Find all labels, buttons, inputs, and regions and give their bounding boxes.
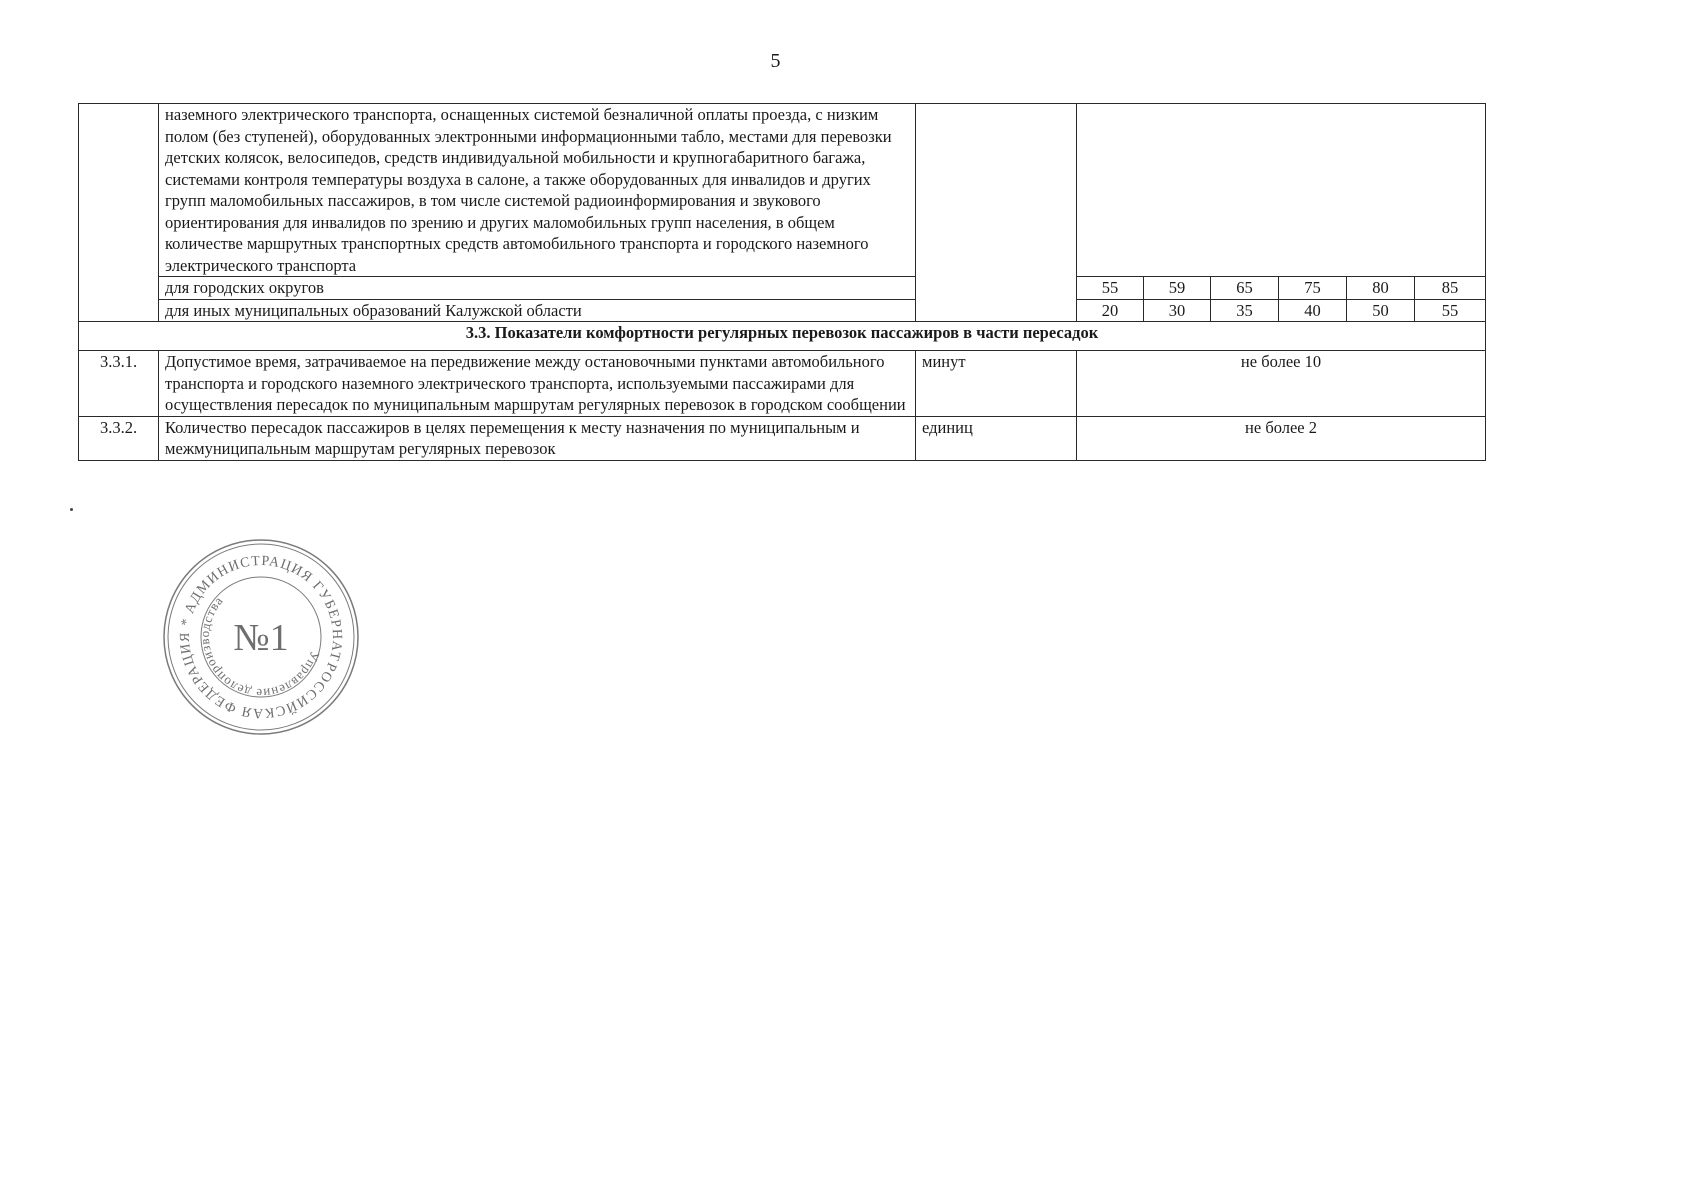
row-description: Количество пересадок пассажиров в целях перемещения к месту назначения по муниципальным и межмуниципальным маршрутам регулярных перевозок bbox=[159, 416, 916, 460]
row-number: 3.3.1. bbox=[79, 351, 159, 417]
indicators-table bbox=[78, 103, 1486, 461]
value-cell: 75 bbox=[1279, 277, 1347, 300]
value-cell: 35 bbox=[1211, 299, 1279, 322]
unit-cell bbox=[916, 104, 1077, 322]
value-cell bbox=[1077, 104, 1486, 277]
table-row bbox=[79, 351, 1486, 417]
stamp-number: №1 bbox=[233, 617, 289, 659]
scan-speck bbox=[70, 508, 73, 511]
value-cell: 40 bbox=[1279, 299, 1347, 322]
continuation-description: наземного электрического транспорта, оснащенных системой безналичной оплаты проезда, с низким полом (без ступеней), оборудованных электронными информационными табло, местами для перевозки детских колясок, велосипедов, средств индивидуальной мобильности и крупногабаритного багажа, системами контроля температуры воздуха в салоне, а также оборудованных для инвалидов и других групп маломобильных пассажиров, в том числе системой радиоинформирования и звукового ориентирования для инвалидов по зрению и других маломобильных групп населения, в общем количестве маршрутных транспортных средств автомобильного транспорта и городского наземного электрического транспорта bbox=[159, 104, 916, 277]
table-row bbox=[79, 104, 1486, 277]
table-row bbox=[79, 299, 1486, 322]
section-title: 3.3. Показатели комфортности регулярных перевозок пассажиров в части пересадок bbox=[79, 322, 1486, 351]
value-cell: 85 bbox=[1415, 277, 1486, 300]
stamp-outer-text: РОССИЙСКАЯ ФЕДЕРАЦИЯ * АДМИНИСТРАЦИЯ ГУБЕРНАТОРА bbox=[177, 553, 345, 721]
table-row bbox=[79, 277, 1486, 300]
subrow-label: для городских округов bbox=[159, 277, 916, 300]
row-unit: единиц bbox=[916, 416, 1077, 460]
row-value: не более 10 bbox=[1077, 351, 1486, 417]
row-number: 3.3.2. bbox=[79, 416, 159, 460]
stamp-inner-text: Управление делопроизводства bbox=[196, 592, 323, 702]
value-cell: 59 bbox=[1144, 277, 1211, 300]
page-number: 5 bbox=[770, 50, 781, 72]
section-row bbox=[79, 322, 1486, 351]
row-description: Допустимое время, затрачиваемое на передвижение между остановочными пунктами автомобильного транспорта и городского наземного электрического транспорта, используемыми пассажирами для осуществления пересадок по муниципальным маршрутам регулярных перевозок в городском сообщении bbox=[159, 351, 916, 417]
value-cell: 50 bbox=[1347, 299, 1415, 322]
value-cell: 65 bbox=[1211, 277, 1279, 300]
row-value: не более 2 bbox=[1077, 416, 1486, 460]
row-unit: минут bbox=[916, 351, 1077, 417]
value-cell: 55 bbox=[1077, 277, 1144, 300]
value-cell: 55 bbox=[1415, 299, 1486, 322]
table-row bbox=[79, 416, 1486, 460]
row-number-cell bbox=[79, 104, 159, 322]
value-cell: 30 bbox=[1144, 299, 1211, 322]
value-cell: 80 bbox=[1347, 277, 1415, 300]
value-cell: 20 bbox=[1077, 299, 1144, 322]
subrow-label: для иных муниципальных образований Калужской области bbox=[159, 299, 916, 322]
official-stamp bbox=[161, 534, 361, 740]
